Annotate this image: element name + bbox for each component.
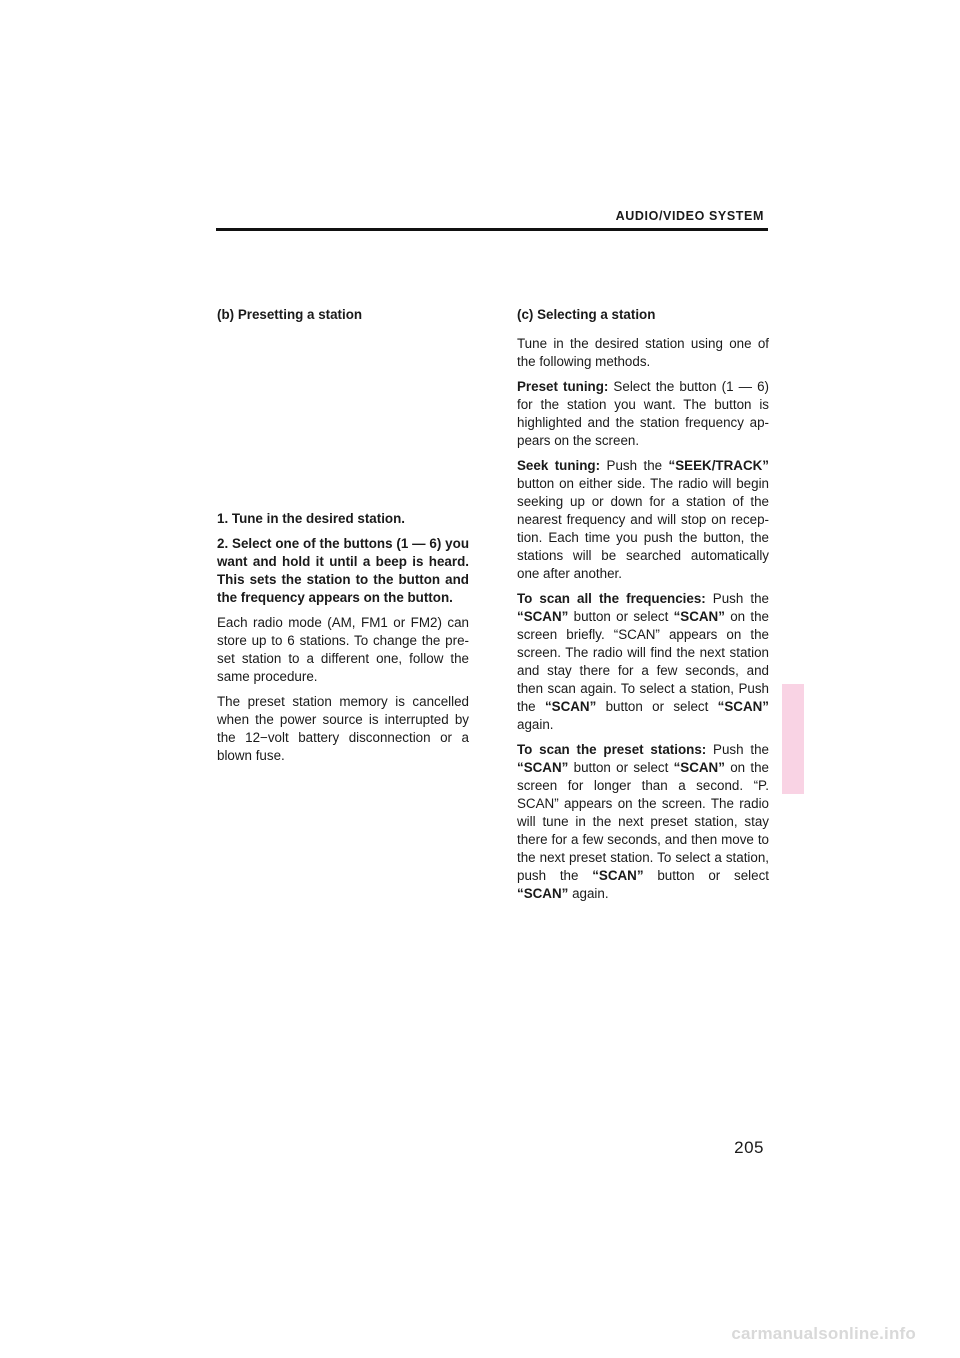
section-title: AUDIO/VIDEO SYSTEM xyxy=(615,209,764,223)
seek-tuning-paragraph xyxy=(517,457,769,583)
watermark: carmanualsonline.info xyxy=(731,1324,916,1343)
presetting-heading: (b) Presetting a station xyxy=(217,307,363,322)
scan-preset-text-3: on the screen for longer than a second. “P. SCAN” appears on the screen. The radio will tune in the next preset station, stay there for a few seconds, and then move to the next preset station. To select a station, push the xyxy=(517,760,770,883)
scan-preset-text-2: button or select xyxy=(568,760,674,775)
figure-placeholder xyxy=(217,335,469,510)
scan-preset-paragraph xyxy=(517,741,769,903)
scan-button-ref: “SCAN” xyxy=(517,609,569,624)
scan-button-ref: “SCAN” xyxy=(544,699,597,714)
scan-all-text-1: Push the xyxy=(705,591,769,606)
preset-tuning-lead: Preset tuning: xyxy=(517,379,609,394)
scan-preset-text-1: Push the xyxy=(706,742,770,757)
scan-all-text-5: again. xyxy=(517,717,554,732)
step-1: 1. Tune in the desired station. xyxy=(217,511,405,526)
seek-track-button-ref: “SEEK/TRACK” xyxy=(668,458,769,473)
scan-screen-ref: “SCAN” xyxy=(717,699,769,714)
scan-preset-lead: To scan the preset stations: xyxy=(517,742,707,757)
header-rule xyxy=(216,228,768,231)
scan-button-ref: “SCAN” xyxy=(592,868,644,883)
right-column xyxy=(517,306,769,910)
memory-cancel-paragraph: The preset station memory is cancelled when the power source is interrupted by the 12−volt battery disconnection or a blown fuse. xyxy=(217,694,469,763)
seek-text-1: Push the xyxy=(600,458,669,473)
seek-tuning-lead: Seek tuning: xyxy=(517,458,601,473)
step-2: 2. Select one of the buttons (1 — 6) you want and hold it until a beep is heard. This sets the station to the button and the frequency appears on the button. xyxy=(217,536,469,605)
scan-screen-ref: “SCAN” xyxy=(517,886,569,901)
scan-all-lead: To scan all the frequencies: xyxy=(517,591,706,606)
preset-capacity-paragraph: Each radio mode (AM, FM1 or FM2) can store up to 6 stations. To change the pre-set station to a different one, follow the same procedure. xyxy=(217,615,469,684)
scan-all-paragraph xyxy=(517,590,769,734)
seek-text-2: button on either side. The radio will begin seeking up or down for a station of the nearest frequency and will stop on recep-tion. Each time you push the button, the stations will be searched automatically one after another. xyxy=(517,476,769,581)
intro-paragraph: Tune in the desired station using one of the following methods. xyxy=(517,336,769,369)
preset-tuning-paragraph xyxy=(517,378,769,450)
scan-all-text-4: button or select xyxy=(596,699,718,714)
scan-preset-text-4: button or select xyxy=(643,868,770,883)
scan-all-text-2: button or select xyxy=(568,609,674,624)
section-tab-marker xyxy=(782,684,804,794)
scan-preset-text-5: again. xyxy=(568,886,609,901)
scan-button-ref: “SCAN” xyxy=(517,760,569,775)
scan-all-text-3: on the screen briefly. “SCAN” appears on the screen. The radio will find the next station and stay there for a few seconds, and then scan again. To select a station, Push the xyxy=(517,609,770,714)
scan-screen-ref: “SCAN” xyxy=(673,760,725,775)
scan-screen-ref: “SCAN” xyxy=(673,609,725,624)
left-column xyxy=(217,306,469,772)
page-number: 205 xyxy=(734,1138,764,1157)
selecting-heading: (c) Selecting a station xyxy=(517,307,656,322)
preset-tuning-text: Select the button (1 — 6) for the station you want. The button is highlighted and the station frequency ap-pears on the screen. xyxy=(517,379,769,448)
